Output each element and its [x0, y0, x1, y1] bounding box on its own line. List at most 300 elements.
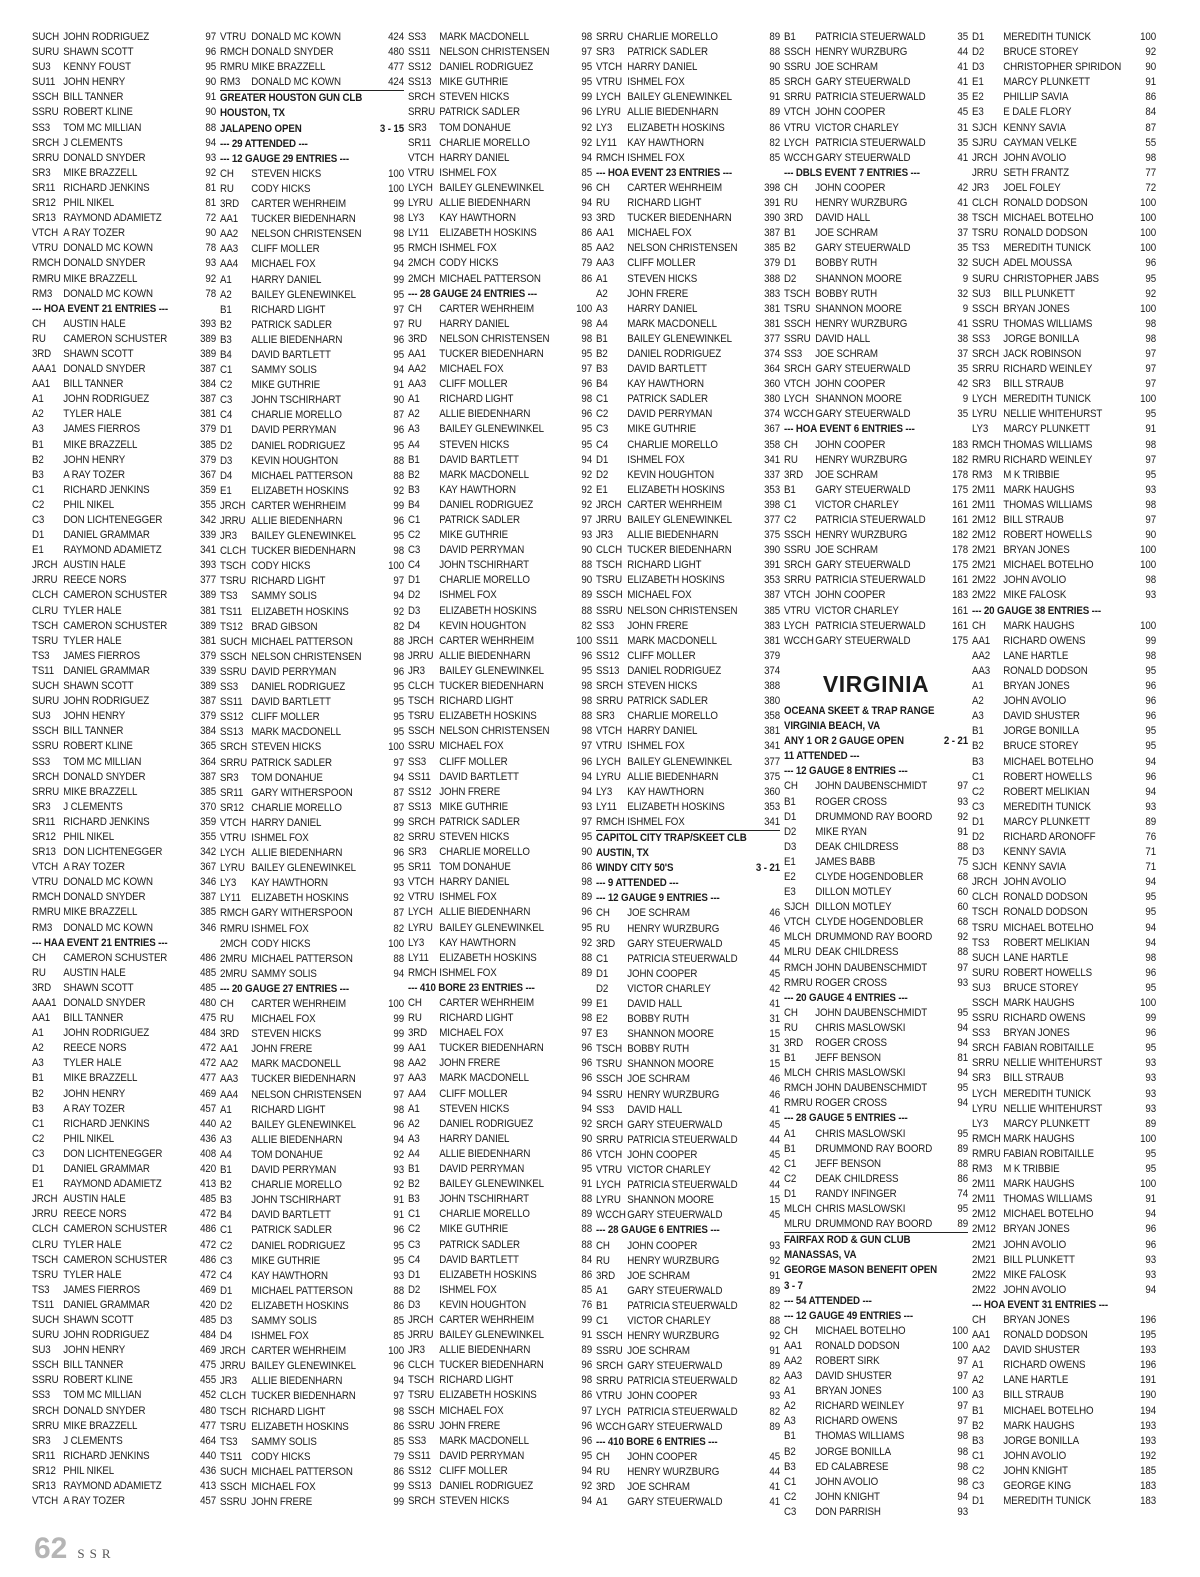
result-row	[972, 936, 1156, 951]
shooter-name: DAVID PERRYMAN	[251, 424, 337, 437]
result-row	[32, 558, 216, 573]
class-code: A1	[32, 1027, 44, 1040]
shooter-name: MIKE GUTHRIE	[439, 76, 509, 89]
class-code: RMCH	[784, 961, 813, 974]
class-code: B1	[596, 332, 608, 345]
score: 194	[1140, 1404, 1156, 1417]
class-code: A3	[408, 1132, 420, 1145]
class-code: 3RD	[784, 1037, 804, 1049]
shooter-name: JOHN AVOLIO	[1003, 574, 1067, 587]
shooter-name: RICHARD OWENS	[1003, 634, 1086, 647]
shooter-name: BAILEY GLENEWINKEL	[251, 288, 356, 301]
class-code: RMRU	[32, 272, 61, 285]
shooter-name: BRAD GIBSON	[251, 620, 318, 633]
score: 100	[1140, 559, 1156, 572]
results-column	[596, 30, 784, 1520]
class-code: C1	[408, 514, 421, 526]
shooter-name: GARY STEUERWALD	[815, 559, 911, 572]
class-code: B3	[220, 1194, 232, 1207]
class-code: LYCH	[596, 755, 621, 768]
result-row	[220, 1163, 404, 1178]
score: 486	[200, 1223, 216, 1236]
score: 341	[764, 815, 780, 828]
result-row	[32, 166, 216, 181]
shooter-name: STEVEN HICKS	[439, 1102, 510, 1115]
result-row	[972, 694, 1156, 709]
score: 96	[581, 1434, 592, 1447]
score: 95	[1145, 1042, 1156, 1055]
score: 100	[952, 1385, 968, 1398]
class-code: SURU	[972, 966, 1000, 979]
score: 477	[388, 61, 404, 74]
shooter-name: MIKE BRAZZELL	[251, 61, 326, 74]
class-code: TSCH	[220, 560, 246, 573]
class-code: A1	[596, 1496, 608, 1509]
score: 92	[769, 1330, 780, 1343]
score: 82	[769, 136, 780, 149]
score: 485	[200, 966, 216, 979]
score: 367	[764, 423, 780, 436]
class-code: 2M21	[972, 1253, 996, 1266]
class-code: SR12	[32, 197, 56, 210]
result-row	[32, 362, 216, 377]
result-row	[784, 1217, 968, 1233]
score: 98	[393, 1103, 404, 1116]
result-row	[220, 363, 404, 378]
class-code: A3	[32, 1057, 44, 1070]
class-code: 2M21	[972, 559, 996, 572]
result-row	[596, 226, 780, 241]
class-code: SSRU	[596, 1345, 623, 1358]
score: 367	[200, 468, 216, 481]
shooter-name: STEVEN HICKS	[627, 272, 698, 285]
class-code: SUCH	[32, 1313, 60, 1326]
score: 100	[576, 634, 592, 647]
score: 96	[1145, 770, 1156, 783]
score: 38	[957, 332, 968, 345]
shooter-name: PATRICK SADLER	[627, 695, 708, 708]
result-row	[220, 891, 404, 906]
shooter-name: ALLIE BIEDENHARN	[439, 649, 531, 662]
score: 90	[205, 227, 216, 240]
class-code: CH	[220, 167, 234, 180]
header-text: --- 20 GAUGE 38 ENTRIES ---	[972, 604, 1101, 617]
class-code: E2	[784, 870, 796, 883]
shooter-name: JOHN AVOLIO	[1003, 151, 1067, 164]
result-row	[972, 1283, 1156, 1298]
class-code: 2M11	[972, 1178, 996, 1191]
score: 96	[1145, 1027, 1156, 1040]
score: 469	[200, 1344, 216, 1357]
class-code: C1	[784, 1157, 797, 1170]
class-code: SS13	[408, 76, 432, 89]
result-row	[408, 241, 592, 256]
shooter-name: JOHN DAUBENSCHMIDT	[815, 1006, 928, 1019]
result-row	[784, 105, 968, 120]
shooter-name: BOBBY RUTH	[627, 1043, 690, 1056]
result-row	[408, 860, 592, 875]
result-row	[972, 1071, 1156, 1086]
class-code: AAA1	[32, 363, 57, 376]
result-row	[220, 212, 404, 227]
result-row	[596, 1389, 780, 1404]
result-row	[220, 1133, 404, 1148]
class-code: C1	[972, 1449, 985, 1462]
score: 95	[957, 1203, 968, 1216]
shooter-name: RICHARD LIGHT	[251, 1405, 326, 1418]
class-code: SR12	[220, 801, 244, 814]
class-code: D1	[220, 1284, 233, 1297]
shooter-name: SAMMY SOLIS	[251, 1314, 317, 1327]
result-row	[220, 318, 404, 333]
score: 413	[200, 1480, 216, 1492]
class-code: SURU	[32, 1329, 60, 1342]
header-text: --- HOA EVENT 21 ENTRIES ---	[32, 302, 169, 315]
result-row	[784, 1081, 968, 1096]
score: 90	[769, 61, 780, 74]
class-code: SR3	[596, 710, 615, 723]
shooter-name: PATRICIA STEUERWALD	[815, 514, 926, 526]
shooter-name: TUCKER BIEDENHARN	[251, 1073, 356, 1086]
score: 99	[581, 91, 592, 104]
result-row	[32, 588, 216, 603]
shooter-name: NELSON CHRISTENSEN	[439, 332, 550, 345]
score: 99	[393, 499, 404, 512]
score: 97	[393, 1088, 404, 1101]
shooter-name: NELSON CHRISTENSEN	[627, 604, 738, 617]
score: 41	[769, 1496, 780, 1509]
result-row	[220, 1344, 404, 1359]
score: 92	[581, 498, 592, 511]
class-code: AA3	[408, 378, 427, 391]
class-code: SR12	[32, 1464, 56, 1477]
shooter-name: CLIFF MOLLER	[439, 1087, 508, 1100]
class-code: SSCH	[972, 302, 999, 315]
class-code: SSRU	[596, 1088, 623, 1101]
result-row	[220, 1465, 404, 1480]
result-row	[596, 724, 780, 739]
shooter-name: ROBERT HOWELLS	[1003, 966, 1092, 979]
score: 89	[957, 1142, 968, 1155]
shooter-name: ED CALABRESE	[815, 1460, 889, 1473]
class-code: SUCH	[972, 257, 1000, 270]
shooter-name: VICTOR CHARLEY	[815, 604, 899, 617]
class-code: AA2	[408, 363, 427, 376]
class-code: AAA1	[32, 997, 57, 1009]
class-code: B3	[972, 755, 984, 768]
result-row	[784, 211, 968, 226]
result-row	[220, 1239, 404, 1254]
score: 31	[769, 1043, 780, 1056]
result-row	[596, 1012, 780, 1027]
result-row	[408, 1449, 592, 1464]
score: 85	[393, 1330, 404, 1343]
class-code: 2M12	[972, 1208, 996, 1221]
result-row	[972, 709, 1156, 724]
shooter-name: GARY STEUERWALD	[815, 151, 911, 164]
result-row	[972, 619, 1156, 634]
shooter-name: MIKE BRAZZELL	[63, 785, 138, 798]
class-code: SUCH	[220, 1465, 248, 1478]
class-code: LYRU	[596, 1194, 621, 1207]
class-code: D1	[408, 1268, 421, 1281]
class-code: JRCH	[408, 1313, 434, 1326]
shooter-name: KAY HAWTHORN	[627, 785, 704, 798]
shooter-name: MARK MACDONELL	[627, 634, 717, 647]
score: 90	[581, 1132, 592, 1145]
score: 91	[581, 1178, 592, 1191]
class-code: RMCH	[972, 438, 1001, 451]
class-code: CLCH	[220, 1390, 246, 1403]
result-row	[220, 1072, 404, 1087]
score: 92	[393, 484, 404, 497]
shooter-name: PATRICK SADLER	[627, 46, 708, 59]
result-row	[408, 649, 592, 664]
class-code: SRRU	[408, 106, 436, 119]
score: 97	[1145, 347, 1156, 360]
shooter-name: CODY HICKS	[251, 1450, 311, 1463]
shooter-name: DAVID HALL	[627, 1103, 683, 1116]
shooter-name: ALLIE BIEDENHARN	[439, 408, 531, 421]
shooter-name: RICHARD LIGHT	[251, 1103, 326, 1116]
score: 15	[769, 1028, 780, 1041]
score: 341	[200, 544, 216, 557]
result-row	[32, 649, 216, 664]
class-code: SRCH	[972, 1042, 1000, 1055]
shooter-name: RICHARD LIGHT	[439, 695, 514, 708]
class-code: B2	[972, 740, 984, 753]
score: 92	[393, 1148, 404, 1161]
shooter-name: SHANNON MOORE	[627, 1058, 714, 1071]
shooter-name: MARK HAUGHS	[1003, 997, 1075, 1009]
class-code: RMCH	[408, 242, 437, 255]
score: 380	[764, 393, 780, 406]
shooter-name: ELIZABETH HOSKINS	[251, 605, 349, 618]
class-code: SU3	[32, 1344, 51, 1357]
result-row	[220, 1359, 404, 1374]
result-row	[32, 498, 216, 513]
result-row	[784, 961, 968, 976]
shooter-name: KAY HAWTHORN	[439, 936, 516, 949]
score: 381	[764, 302, 780, 315]
result-row	[972, 1117, 1156, 1132]
class-code: SR3	[408, 846, 427, 859]
section-header	[784, 1248, 968, 1263]
shooter-name: JOHN AVOLIO	[1003, 876, 1067, 889]
result-row	[408, 634, 592, 649]
result-row	[32, 724, 216, 739]
score: 44	[957, 46, 968, 59]
score: 100	[388, 937, 404, 950]
score: 76	[581, 1298, 592, 1311]
score: 98	[581, 332, 592, 345]
score: 55	[1145, 136, 1156, 149]
result-row	[220, 348, 404, 363]
score: 388	[764, 272, 780, 285]
score: 37	[957, 347, 968, 360]
shooter-name: ELIZABETH HOSKINS	[627, 574, 725, 587]
shooter-name: DANIEL RODRIGUEZ	[251, 439, 346, 452]
class-code: LYRU	[972, 1102, 997, 1115]
score: 388	[764, 680, 780, 693]
shooter-name: TOM DONAHUE	[251, 1148, 323, 1161]
result-row	[408, 890, 592, 905]
class-code: SJCH	[784, 901, 809, 914]
class-code: SR11	[32, 1449, 56, 1462]
class-code: SRCH	[408, 91, 436, 104]
score: 381	[200, 408, 216, 421]
class-code: B4	[220, 348, 232, 361]
score: 86	[581, 1389, 592, 1402]
shooter-name: DAVID PERRYMAN	[439, 1449, 525, 1462]
class-code: SSCH	[220, 650, 247, 663]
shooter-name: STEVEN HICKS	[251, 167, 322, 180]
result-row	[784, 1172, 968, 1187]
shooter-name: JEFF BENSON	[815, 1052, 881, 1065]
shooter-name: ISHMEL FOX	[627, 740, 685, 753]
score: 41	[957, 317, 968, 330]
class-code: CH	[784, 181, 798, 194]
shooter-name: JEFF BENSON	[815, 1157, 881, 1170]
result-row	[220, 529, 404, 544]
class-code: RMCH	[220, 46, 249, 59]
result-row	[408, 921, 592, 936]
shooter-name: LANE HARTLE	[1003, 951, 1069, 964]
shooter-name: RICHARD WEINLEY	[1003, 363, 1093, 376]
class-code: TS3	[32, 649, 50, 662]
shooter-name: PATRICK SADLER	[439, 1238, 520, 1251]
shooter-name: DAVID BARTLETT	[439, 453, 519, 466]
shooter-name: DANIEL GRAMMAR	[63, 1163, 150, 1176]
class-code: RU	[784, 197, 798, 210]
score: 97	[957, 1370, 968, 1383]
score: 93	[1145, 483, 1156, 496]
class-code: SSRU	[972, 1012, 999, 1025]
result-row	[408, 347, 592, 362]
result-row	[408, 1071, 592, 1086]
score: 486	[200, 951, 216, 964]
shooter-name: RAYMOND ADAMIETZ	[63, 1178, 162, 1191]
score: 15	[769, 1058, 780, 1071]
result-row	[408, 1313, 592, 1328]
score: 385	[764, 604, 780, 617]
class-code: WCCH	[784, 151, 814, 164]
shooter-name: JOHN HENRY	[63, 1344, 126, 1357]
result-row	[972, 1207, 1156, 1222]
shooter-name: HENRY WURZBURG	[627, 1465, 720, 1478]
score: 469	[200, 1283, 216, 1296]
score: 42	[769, 1164, 780, 1177]
shooter-name: DONALD MC KOWN	[63, 287, 153, 300]
shooter-name: MIKE FALOSK	[1003, 589, 1067, 602]
score: 98	[581, 393, 592, 406]
score: 94	[393, 590, 404, 603]
result-row	[220, 1178, 404, 1193]
class-code: WCCH	[596, 1209, 626, 1222]
score: 379	[764, 649, 780, 662]
class-code: SS12	[408, 785, 432, 798]
class-code: E3	[596, 1028, 608, 1041]
score: 398	[764, 181, 780, 194]
result-row	[596, 634, 780, 649]
result-row	[596, 1133, 780, 1148]
score: 92	[393, 605, 404, 618]
class-code: SS3	[972, 1027, 991, 1040]
result-row	[972, 996, 1156, 1011]
score: 95	[581, 830, 592, 843]
score: 93	[957, 976, 968, 989]
class-code: A1	[972, 1359, 984, 1372]
class-code: A1	[784, 1127, 796, 1140]
score: 100	[1140, 227, 1156, 240]
result-row	[596, 558, 780, 573]
shooter-name: JOEL FOLEY	[1003, 181, 1061, 194]
score: 79	[393, 1450, 404, 1463]
class-code: JRCH	[408, 634, 434, 647]
result-row	[408, 1388, 592, 1403]
class-code: TS3	[220, 1435, 238, 1448]
section-header	[596, 861, 780, 876]
score: 94	[581, 197, 592, 210]
score: 175	[952, 559, 968, 572]
shooter-name: DANIEL RODRIGUEZ	[439, 498, 534, 511]
score: 389	[200, 619, 216, 632]
score: 94	[393, 1133, 404, 1146]
result-row	[972, 815, 1156, 830]
result-row	[596, 1269, 780, 1284]
shooter-name: ROBERT KLINE	[63, 1374, 133, 1387]
score: 86	[393, 1465, 404, 1478]
result-row	[972, 302, 1156, 317]
shooter-name: MICHAEL BOTELHO	[1003, 559, 1094, 572]
class-code: SSRU	[784, 544, 811, 557]
class-code: 2M21	[972, 1238, 996, 1251]
score: 99	[393, 816, 404, 829]
score: 185	[1140, 1464, 1156, 1477]
score: 91	[393, 1194, 404, 1207]
shooter-name: JOHN FRERE	[251, 1496, 313, 1509]
result-row	[596, 588, 780, 603]
score: 90	[1145, 61, 1156, 74]
score: 100	[1140, 544, 1156, 557]
class-code: WCCH	[596, 1420, 626, 1433]
shooter-name: CHARLIE MORELLO	[627, 710, 718, 723]
result-row	[972, 211, 1156, 226]
shooter-name: TOM DONAHUE	[251, 771, 323, 784]
section-header	[784, 719, 968, 734]
score: 91	[393, 1209, 404, 1222]
header-text: --- 12 GAUGE 49 ENTRIES ---	[784, 1309, 913, 1322]
result-row	[408, 151, 592, 166]
shooter-name: E DALE FLORY	[1003, 106, 1072, 119]
score: 377	[764, 514, 780, 526]
class-code: RMCH	[972, 1132, 1001, 1145]
result-row	[408, 1207, 592, 1222]
result-row	[408, 845, 592, 860]
shooter-name: BRYAN JONES	[1003, 302, 1070, 315]
shooter-name: DANIEL RODRIGUEZ	[251, 681, 346, 694]
class-code: D3	[220, 1314, 233, 1327]
score: 95	[1145, 1147, 1156, 1160]
result-row	[972, 528, 1156, 543]
score: 95	[393, 530, 404, 543]
shooter-name: PHIL NIKEL	[63, 830, 115, 843]
score: 88	[769, 1314, 780, 1327]
shooter-name: JOE SCHRAM	[815, 347, 878, 360]
result-row	[972, 875, 1156, 890]
result-row	[32, 181, 216, 196]
score: 95	[393, 348, 404, 361]
